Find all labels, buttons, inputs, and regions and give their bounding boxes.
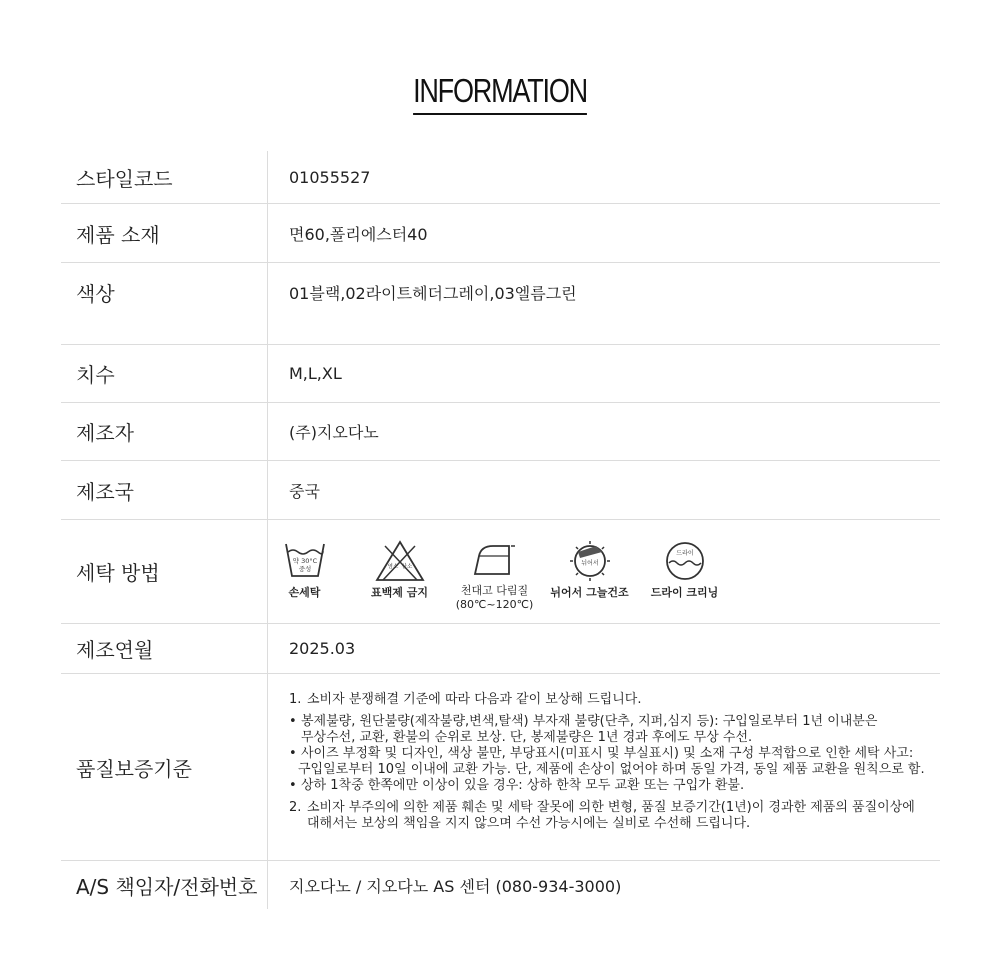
quality-bullet-1-cont: 무상수선, 교환, 환불의 순위로 보상. 단, 봉제불량은 1년 경과 후에도 무상 수선.: [301, 730, 753, 745]
product-info-table: [61, 151, 940, 909]
quality-bullet-2-cont: 구입일로부터 10일 이내에 교환 가능. 단, 제품에 손상이 없어야 하며 동일 가격, 동일 제품 교환을 원칙으로 함.: [298, 762, 925, 777]
hand-wash-caption: 손세탁: [288, 586, 321, 599]
care-hand-wash: [257, 540, 352, 600]
quality-label: 품질보증기준: [61, 674, 268, 860]
maker-value: (주)지오다노: [289, 423, 379, 442]
row-color: [61, 263, 940, 345]
care-symbols: [257, 540, 732, 612]
row-maker: [61, 403, 940, 461]
page-title: INFORMATION: [413, 72, 587, 115]
quality-item-2: 2. 소비자 부주의에 의한 제품 훼손 및 세탁 잘못에 의한 변형, 품질 보증기간(1년)이 경과한 제품의 품질이상에: [289, 800, 915, 815]
quality-standards-text: [289, 692, 925, 832]
svg-text:중성: 중성: [298, 565, 311, 573]
as-label: A/S 책임자/전화번호: [61, 861, 268, 909]
washing-value: [257, 520, 940, 623]
style-code-value: 01055527: [289, 167, 371, 187]
color-value: 01블랙,02라이트헤더그레이,03엘름그린: [289, 284, 577, 303]
quality-value: [289, 674, 940, 860]
washing-label: 세탁 방법: [61, 520, 268, 623]
quality-item-2-cont: 대해서는 보상의 책임을 지지 않으며 수선 가능시에는 실비로 수선해 드립니다.: [307, 816, 751, 831]
iron-caption: 천대고 다림질: [460, 584, 529, 597]
svg-text:산소: 산소: [401, 564, 412, 570]
quality-bullet-3: • 상하 1착중 한쪽에만 이상이 있을 경우: 상하 한착 모두 교환 또는 구입가 환불.: [289, 778, 745, 793]
row-country: [61, 461, 940, 520]
no-bleach-caption: 표백제 금지: [371, 586, 428, 599]
svg-text:염소: 염소: [387, 564, 398, 570]
style-code-label: 스타일코드: [61, 151, 268, 203]
row-date: [61, 624, 940, 674]
country-value: 중국: [289, 481, 320, 501]
size-value: M,L,XL: [289, 364, 342, 383]
row-quality: [61, 674, 940, 861]
quality-bullet-1: • 봉제불량, 원단불량(제작불량,변색,탈색) 부자재 불량(단추, 지퍼,심지 등): 구입일로부터 1년 이내분은: [289, 714, 878, 729]
maker-label: 제조자: [61, 403, 268, 460]
care-iron: [447, 540, 542, 612]
iron-icon: [471, 540, 519, 580]
svg-text:드라이: 드라이: [675, 550, 694, 557]
size-label: 치수: [61, 345, 268, 402]
dry-clean-icon: [661, 540, 709, 582]
row-size: [61, 345, 940, 403]
row-style-code: [61, 151, 940, 204]
row-as: [61, 861, 940, 909]
shade-dry-caption: 뉘어서 그늘건조: [550, 586, 629, 599]
date-value: 2025.03: [289, 639, 356, 658]
svg-text:약 30°C: 약 30°C: [292, 557, 317, 565]
care-dry-clean: [637, 540, 732, 600]
quality-item-1: 1. 소비자 분쟁해결 기준에 따라 다음과 같이 보상해 드립니다.: [289, 692, 642, 707]
quality-bullet-2: • 사이즈 부정확 및 디자인, 색상 불만, 부당표시(미표시 및 부실표시) 및 소재 구성 부적합으로 인한 세탁 사고:: [289, 746, 914, 761]
dry-clean-caption: 드라이 크리닝: [650, 586, 719, 599]
care-no-bleach: [352, 540, 447, 600]
material-value: 면60,폴리에스터40: [289, 224, 428, 244]
country-label: 제조국: [61, 461, 268, 519]
care-shade-dry: [542, 540, 637, 600]
no-bleach-icon: [375, 540, 425, 582]
row-material: [61, 204, 940, 263]
date-label: 제조연월: [61, 624, 268, 673]
shade-dry-icon: [566, 540, 614, 582]
color-label: 색상: [61, 263, 268, 344]
information-title: [0, 72, 1000, 115]
hand-wash-icon: [283, 540, 327, 582]
material-label: 제품 소재: [61, 204, 268, 262]
as-value: 지오다노 / 지오다노 AS 센터 (080-934-3000): [289, 876, 622, 896]
row-washing: [61, 520, 940, 624]
svg-text:뉘어서: 뉘어서: [580, 560, 599, 567]
iron-temperature: (80℃~120℃): [455, 598, 534, 611]
